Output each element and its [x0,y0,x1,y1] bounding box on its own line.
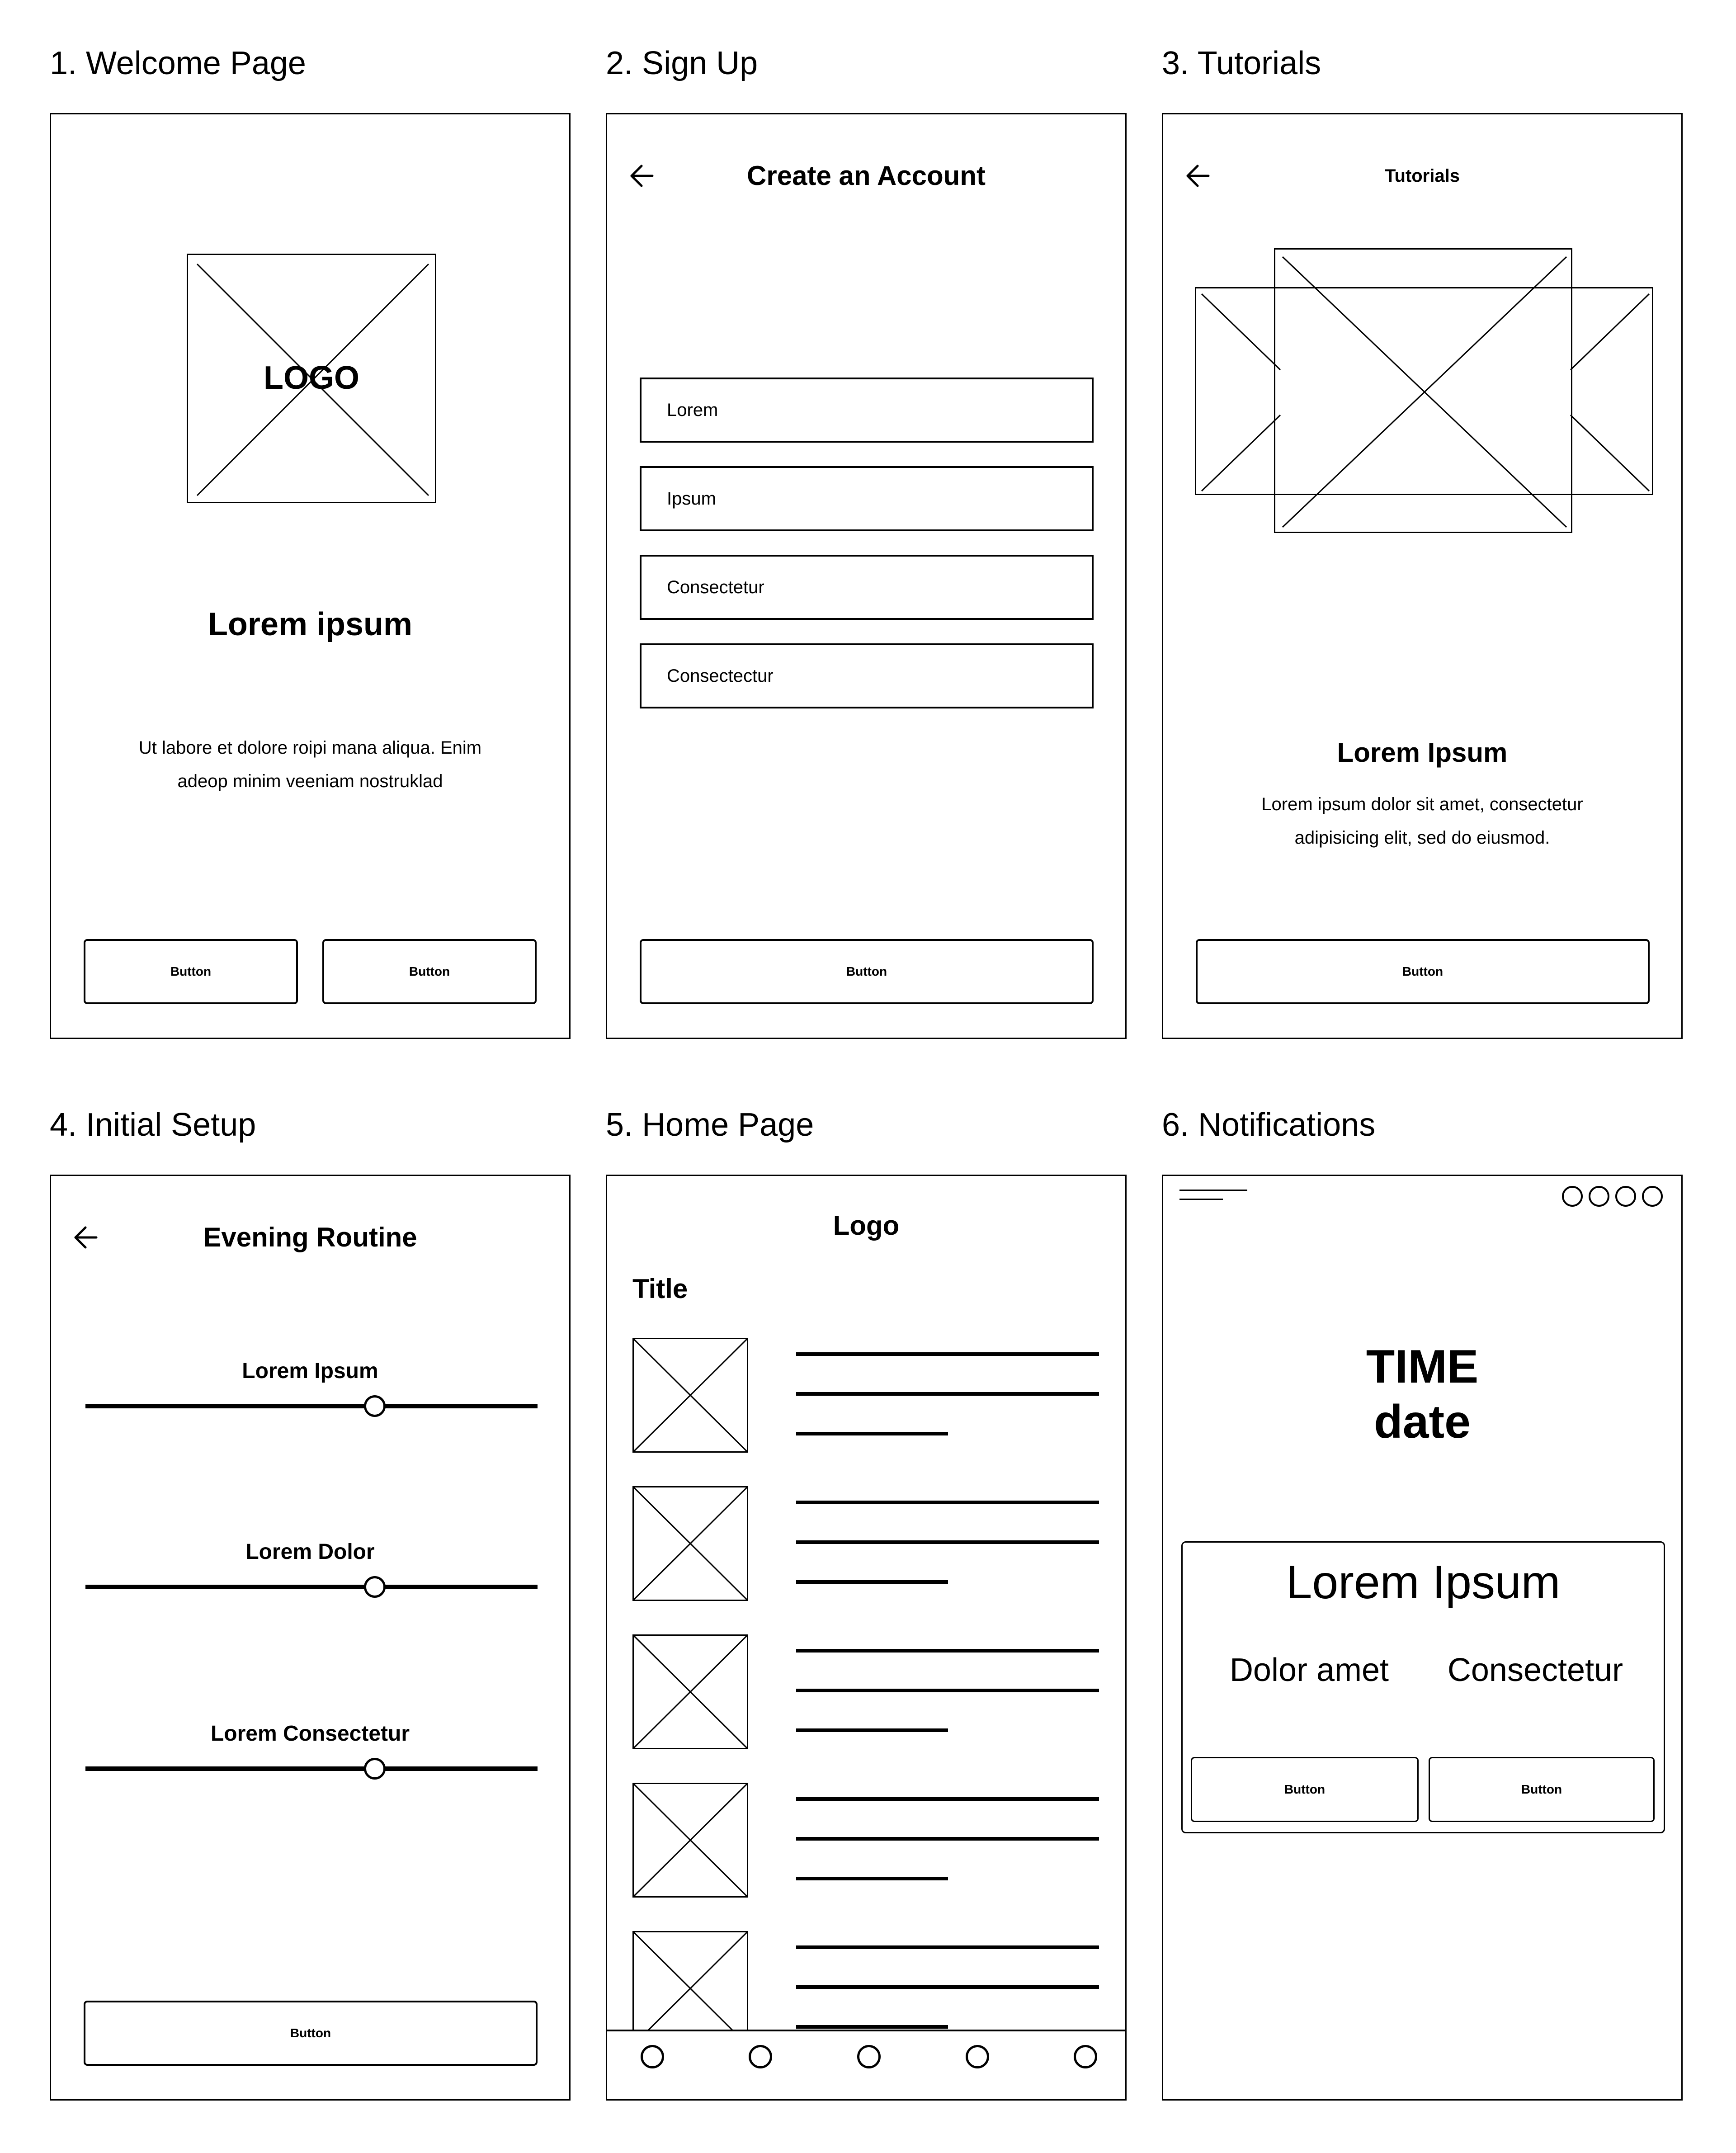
slider-thumb[interactable] [364,1395,386,1417]
status-bar-line [1179,1190,1247,1191]
logo-label: LOGO [264,360,359,396]
tutorial-heading: Lorem Ipsum [1337,737,1508,768]
welcome-body-line-1: Ut labore et dolore roipi mana aliqua. Enim [138,738,482,758]
nav-item-icon[interactable] [966,2045,989,2068]
setup-button[interactable]: Button [84,2001,538,2066]
text-line [796,2025,948,2029]
welcome-heading: Lorem ipsum [208,606,413,642]
text-line [796,1580,948,1584]
page-title: Create an Account [747,161,986,191]
tutorial-body-line-1: Lorem ipsum dolor sit amet, consectetur [1261,794,1583,814]
field-consectectur[interactable] [640,643,1094,708]
text-line [796,1728,948,1732]
image-placeholder-icon [1275,250,1574,534]
image-placeholder-icon [634,1784,747,1896]
image-placeholder-icon [634,1636,747,1748]
slider-track-lorem-consectetur[interactable] [85,1766,538,1771]
panel-title-initial-setup: 4. Initial Setup [50,1107,256,1143]
text-line [796,1649,1099,1653]
notification-right-text: Consectetur [1447,1652,1623,1688]
nav-item-icon[interactable] [749,2045,772,2068]
text-line [796,1797,1099,1801]
sign-up-screen [606,113,1127,1039]
slider-track-lorem-ipsum[interactable] [85,1404,538,1408]
carousel-main-card[interactable] [1274,248,1572,533]
text-line [796,1501,1099,1504]
status-bar-line [1179,1199,1223,1200]
list-item-thumbnail[interactable] [632,1486,748,1601]
list-item-thumbnail[interactable] [632,1783,748,1898]
lock-date: date [1374,1396,1471,1448]
list-item-thumbnail[interactable] [632,1634,748,1749]
home-logo: Logo [833,1210,900,1241]
image-placeholder-icon [634,1932,747,2044]
home-page-screen [606,1175,1127,2101]
lock-time: TIME [1366,1341,1479,1393]
slider-label-lorem-ipsum: Lorem Ipsum [242,1359,378,1383]
slider-label-lorem-dolor: Lorem Dolor [245,1540,375,1564]
field-ipsum[interactable] [640,466,1094,531]
text-line [796,1689,1099,1692]
welcome-body-line-2: adeop minim veeniam nostruklad [177,771,443,791]
text-line [796,1985,1099,1989]
bottom-nav [607,2030,1125,2099]
text-line [796,1945,1099,1949]
sign-up-button[interactable]: Button [640,939,1094,1004]
text-line [796,1837,1099,1841]
image-placeholder-icon [634,1339,747,1451]
nav-item-icon[interactable] [1074,2045,1097,2068]
text-line [796,1352,1099,1356]
notifications-screen [1162,1175,1683,2101]
slider-label-lorem-consectetur: Lorem Consectetur [210,1722,410,1746]
status-circle-icon [1615,1186,1636,1207]
text-line [796,1540,1099,1544]
nav-item-icon[interactable] [641,2045,664,2068]
welcome-button-left[interactable]: Button [84,939,298,1004]
field-consectetur[interactable] [640,555,1094,620]
status-circle-icon [1589,1186,1609,1207]
text-line [796,1877,948,1880]
image-placeholder-icon [634,1487,747,1600]
section-title: Title [632,1274,688,1304]
tutorial-body-line-2: adipisicing elit, sed do eiusmod. [1294,828,1550,848]
tutorial-button[interactable]: Button [1196,939,1650,1004]
panel-title-tutorials: 3. Tutorials [1162,45,1321,81]
welcome-screen [50,113,571,1039]
status-circle-icon [1562,1186,1583,1207]
slider-thumb[interactable] [364,1576,386,1598]
nav-item-icon[interactable] [857,2045,881,2068]
panel-title-sign-up: 2. Sign Up [606,45,758,81]
panel-title-welcome: 1. Welcome Page [50,45,306,81]
initial-setup-screen [50,1175,571,2101]
notification-card[interactable] [1181,1541,1665,1833]
slider-track-lorem-dolor[interactable] [85,1585,538,1589]
text-line [796,1392,1099,1396]
text-line [796,1432,948,1435]
page-title: Evening Routine [203,1222,417,1252]
notification-button-right[interactable]: Button [1429,1757,1655,1822]
slider-thumb[interactable] [364,1758,386,1780]
list-item-thumbnail[interactable] [632,1338,748,1453]
welcome-button-right[interactable]: Button [322,939,537,1004]
logo-placeholder [187,254,436,503]
panel-title-home-page: 5. Home Page [606,1107,814,1143]
notification-button-left[interactable]: Button [1191,1757,1419,1822]
notification-left-text: Dolor amet [1229,1652,1389,1688]
status-circle-icon [1642,1186,1663,1207]
panel-title-notifications: 6. Notifications [1162,1107,1376,1143]
notification-title: Lorem Ipsum [1286,1556,1561,1609]
page-title: Tutorials [1385,166,1460,186]
tutorials-screen [1162,113,1683,1039]
list-item-thumbnail[interactable] [632,1931,748,2046]
field-lorem[interactable] [640,378,1094,443]
